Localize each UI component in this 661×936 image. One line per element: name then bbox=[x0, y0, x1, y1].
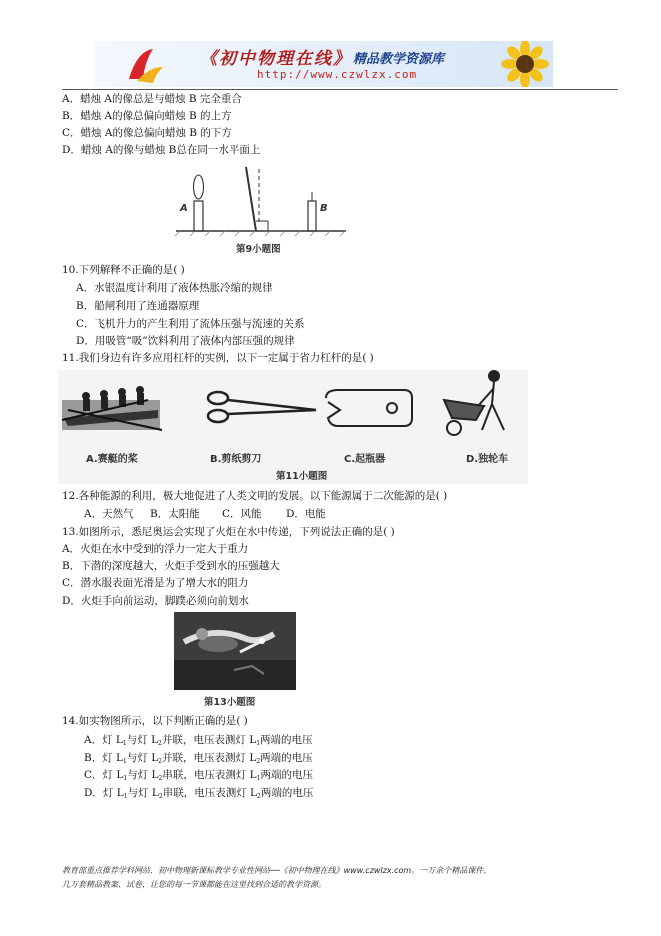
lever-examples bbox=[58, 370, 528, 446]
q12-stem: 12.各种能源的利用，极大地促进了人类文明的发展。以下能源属于二次能源的是( ) bbox=[62, 490, 448, 502]
site-subtitle: 精品教学资源库 bbox=[353, 52, 445, 67]
footer-line-2: 几万套精品教案、试卷，让您的每一节课都能在这里找到合适的教学资源。 bbox=[62, 880, 326, 889]
q9-caption: 第9小题图 bbox=[236, 244, 281, 255]
q14-option-d: D．灯 $L_1$与灯 $L_2$串联，电压表测灯 $L_2$两端的电压 bbox=[84, 787, 314, 800]
q10-option-b: B．船闸利用了连通器原理 bbox=[76, 300, 200, 312]
q13-figure bbox=[174, 612, 296, 708]
lever-c-label: C.起瓶器 bbox=[344, 454, 386, 465]
q11-figure bbox=[58, 370, 528, 484]
q11-stem: 11.我们身边有许多应用杠杆的实例，以下一定属于省力杠杆的是( ) bbox=[62, 352, 374, 364]
header-rule bbox=[62, 89, 618, 90]
q14-option-a: A．灯 $L_1$与灯 $L_2$并联，电压表测灯 $L_1$两端的电压 bbox=[84, 734, 313, 747]
q10-stem: 10.下列解释不正确的是( ) bbox=[62, 264, 185, 276]
q12-option-d: D．电能 bbox=[286, 508, 326, 520]
q10-option-d: D．用吸管“吸”饮料利用了液体内部压强的规律 bbox=[76, 335, 295, 347]
q13-option-c: C．潜水服表面光滑是为了增大水的阻力 bbox=[62, 577, 249, 589]
q12-option-a: A．天然气 bbox=[84, 508, 134, 520]
q9-option-b: B．蜡烛 A的像总偏向蜡烛 B 的上方 bbox=[62, 110, 232, 122]
q14-option-c: C．灯 $L_1$与灯 $L_2$串联，电压表测灯 $L_1$两端的电压 bbox=[84, 769, 313, 782]
wheelbarrow-icon bbox=[444, 371, 504, 435]
lever-b-label: B.剪纸剪刀 bbox=[210, 454, 262, 465]
q9-option-c: C．蜡烛 A的像总偏向蜡烛 B 的下方 bbox=[62, 127, 232, 139]
rowing-boat-icon bbox=[62, 386, 162, 430]
q13-option-d: D．火炬手向前运动，脚蹼必须向前划水 bbox=[62, 595, 249, 607]
underwater-torch-photo bbox=[174, 612, 296, 690]
site-logo bbox=[123, 45, 165, 85]
sunflower-icon bbox=[497, 41, 553, 87]
q9-option-a: A．蜡烛 A的像总是与蜡烛 B 完全重合 bbox=[62, 93, 242, 105]
candle-b-label: B bbox=[320, 203, 328, 214]
site-url[interactable]: http://www.czwlzx.com bbox=[257, 68, 418, 81]
q14-option-b: B．灯 $L_1$与灯 $L_2$并联，电压表测灯 $L_2$两端的电压 bbox=[84, 752, 313, 765]
candle-a-label: A bbox=[180, 203, 188, 214]
q13-option-a: A．火炬在水中受到的浮力一定大于重力 bbox=[62, 543, 249, 555]
bottle-opener-icon bbox=[326, 390, 412, 426]
lever-d-label: D.独轮车 bbox=[466, 454, 509, 465]
q12-option-b: B．太阳能 bbox=[150, 508, 200, 520]
q13-stem: 13.如图所示，悉尼奥运会实现了火炬在水中传递，下列说法正确的是( ) bbox=[62, 526, 395, 538]
q11-caption: 第11小题图 bbox=[276, 471, 328, 482]
page-footer bbox=[62, 864, 622, 892]
lever-a-label: A.赛艇的桨 bbox=[86, 454, 138, 465]
q13-option-b: B．下潜的深度越大，火炬手受到水的压强越大 bbox=[62, 560, 280, 572]
site-title: 《初中物理在线》 bbox=[200, 49, 352, 69]
scissors-icon bbox=[208, 392, 316, 422]
q14-stem: 14.如实物图所示，以下判断正确的是( ) bbox=[62, 715, 248, 727]
q9-figure bbox=[170, 165, 350, 257]
q12-option-c: C．风能 bbox=[222, 508, 262, 520]
footer-line-1: 教育部重点推荐学科网站．初中物理新课标教学专业性网站──《初中物理在线》www.czwlzx.com。一万余个精品课件、 bbox=[62, 866, 492, 875]
q10-option-a: A．水银温度计利用了液体热胀冷缩的规律 bbox=[76, 282, 273, 294]
mirror-candle-diagram bbox=[170, 165, 350, 237]
q13-caption: 第13小题图 bbox=[204, 697, 256, 708]
q10-option-c: C．飞机升力的产生利用了流体压强与流速的关系 bbox=[76, 318, 305, 330]
header-banner bbox=[95, 41, 553, 87]
q9-option-d: D．蜡烛 A的像与蜡烛 B总在同一水平面上 bbox=[62, 144, 261, 156]
